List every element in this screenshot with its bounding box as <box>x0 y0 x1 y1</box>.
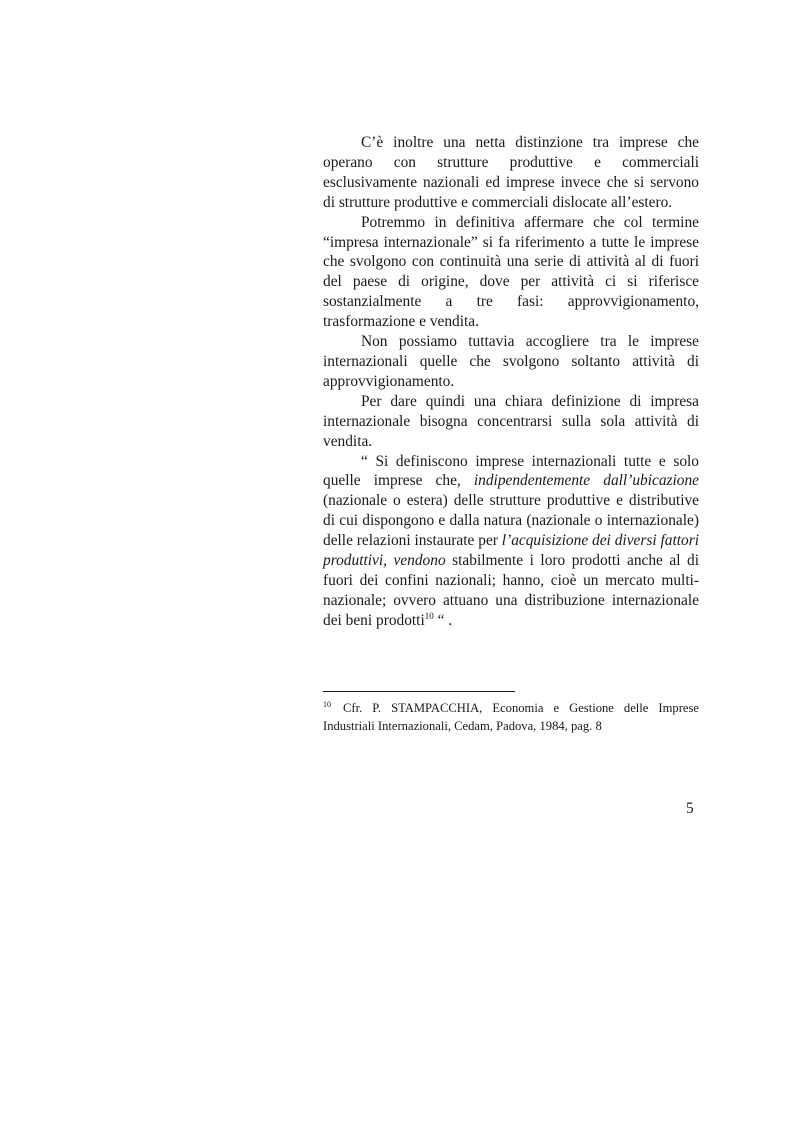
footnote <box>323 700 699 735</box>
footnote-number: 10 <box>323 700 331 709</box>
main-text <box>323 133 699 631</box>
footnote-separator <box>323 691 515 692</box>
quote-text-3: stabilmente i loro prodotti anche al di fuori dei confini nazionali; hanno, cioè un mercato multi-nazionale; ovvero attuano una distribuzione internazionale dei beni prodotti <box>323 552 699 629</box>
quote-closing: “ . <box>433 611 453 629</box>
paragraph-4: Per dare quindi una chiara definizione di impresa internazionale bisogna concentrarsi sulla sola attività di vendita. <box>323 392 699 450</box>
quoted-definition <box>323 452 699 631</box>
paragraph-2: Potremmo in definitiva affermare che col termine “impresa internazionale” si fa riferimento a tutte le imprese che svolgono con continuità una serie di attività al di fuori del paese di origine, dove per attività ci si riferisce sostanzialmente a tre fasi: approvvigionamento, trasformazione e vendita. <box>323 213 699 331</box>
quote-text-2: (nazionale o estera) delle strutture produttive e distributive di cui dispongono e dalla natura (nazionale o internazionale) delle relazioni instaurate per <box>323 492 699 550</box>
footnote-reference: 10 <box>424 610 434 621</box>
page-number: 5 <box>686 800 694 817</box>
quote-text-1: “ Si definiscono imprese internazionali tutte e solo quelle imprese che, <box>323 452 699 490</box>
quote-italic-2: l’acquisizione dei diversi fattori produttivi, vendono <box>323 532 699 570</box>
quote-italic-1: indipendentemente dall’ubicazione <box>473 472 699 490</box>
paragraph-1: C’è inoltre una netta distinzione tra imprese che operano con strutture produttive e commerciali esclusivamente nazionali ed imprese invece che si servono di strutture produttive e commerciali dislocate all’estero. <box>323 134 699 211</box>
footnote-text: Cfr. P. STAMPACCHIA, Economia e Gestione delle Imprese Industriali Internazionali, Cedam, Padova, 1984, pag. 8 <box>323 701 699 733</box>
paragraph-3: Non possiamo tuttavia accogliere tra le imprese internazionali quelle che svolgono soltanto attività di approvvigionamento. <box>323 333 699 390</box>
